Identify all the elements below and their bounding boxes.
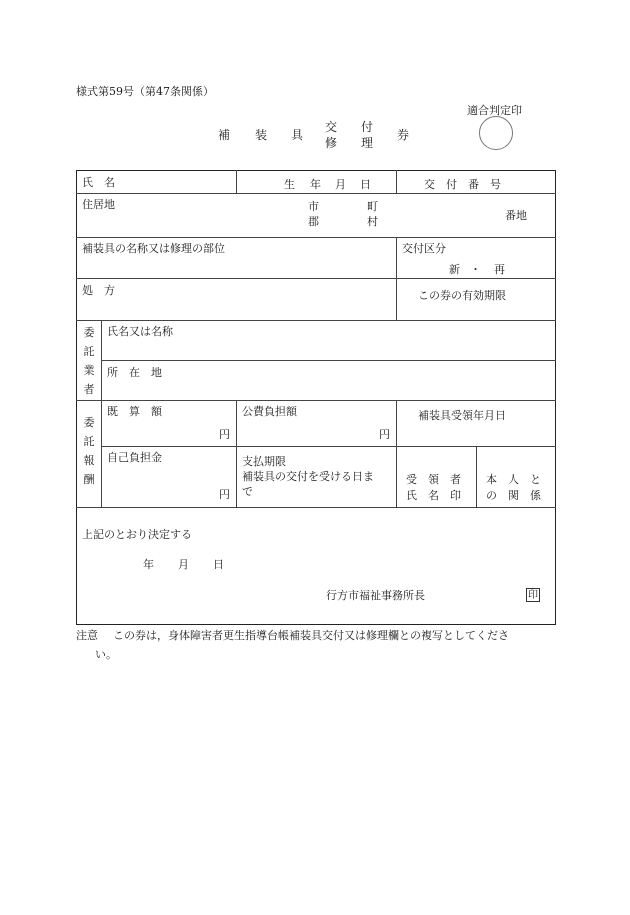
- official-seal: 印: [528, 590, 538, 601]
- col-divider: [236, 400, 237, 507]
- vertical-char: 酬: [83, 473, 95, 486]
- note-text: い。: [95, 648, 117, 661]
- birth-label: 月: [335, 178, 346, 191]
- vertical-char: 委: [83, 326, 95, 339]
- birth-label: 日: [360, 178, 371, 191]
- reward-vertical-label: [82, 417, 96, 493]
- contractor-name-label: 氏名又は名称: [107, 325, 173, 338]
- title-char: 具: [291, 128, 304, 142]
- contractor-vertical-label: [82, 327, 96, 403]
- vertical-char: 託: [83, 435, 95, 448]
- issue-number-label: 交 付 番 号: [424, 178, 501, 191]
- banchi-label: 番地: [505, 209, 527, 222]
- row-divider: [101, 360, 556, 361]
- county-label: 郡: [308, 215, 319, 228]
- row-divider: [76, 193, 556, 194]
- row-divider: [76, 278, 556, 279]
- title-char: 修: [325, 136, 338, 150]
- issue-type-dot: ・: [470, 263, 481, 276]
- note-label: 注意: [76, 629, 98, 642]
- title-char: 交: [325, 120, 338, 134]
- recipient-label: 受 領 者: [406, 473, 461, 486]
- receipt-date-label: 補装具受領年月日: [418, 409, 506, 422]
- payment-deadline-label: 支払期限: [242, 455, 286, 468]
- address-label: 住居地: [82, 198, 115, 211]
- vertical-char: 業: [83, 364, 95, 377]
- date-day: 日: [213, 558, 224, 571]
- vertical-char: 報: [83, 454, 95, 467]
- note-text: この券は，身体障害者更生指導台帳補装具交付又は修理欄との複写としてくださ: [113, 629, 509, 642]
- town-label: 町: [367, 200, 378, 213]
- vertical-char: 託: [83, 345, 95, 358]
- form-number: 様式第59号（第47条関係）: [76, 85, 214, 98]
- decision-text: 上記のとおり決定する: [82, 528, 192, 541]
- title-char: 理: [361, 136, 374, 150]
- col-divider: [236, 170, 237, 193]
- vertical-char: 委: [83, 416, 95, 429]
- col-divider: [396, 237, 397, 320]
- row-divider: [76, 507, 556, 508]
- payment-deadline-note: で: [242, 485, 253, 498]
- date-month: 月: [178, 558, 189, 571]
- city-label: 市: [308, 200, 319, 213]
- name-label: 氏 名: [82, 176, 115, 189]
- yen-unit: 円: [219, 488, 230, 501]
- title-char: 装: [255, 128, 268, 142]
- yen-unit: 円: [219, 428, 230, 441]
- stamp-label: 適合判定印: [467, 104, 522, 117]
- col-divider: [396, 170, 397, 193]
- title-char: 補: [218, 128, 231, 142]
- birth-label: 生: [284, 178, 295, 191]
- col-divider: [476, 446, 477, 507]
- village-label: 村: [367, 215, 378, 228]
- birth-label: 年: [310, 178, 321, 191]
- title-char: 券: [397, 128, 410, 142]
- prescription-label: 処 方: [82, 284, 115, 297]
- relation-label: 本 人 と: [486, 473, 541, 486]
- form-table: [76, 170, 556, 625]
- self-burden-label: 自己負担金: [107, 451, 162, 464]
- issue-type-new: 新: [449, 263, 460, 276]
- device-label: 補装具の名称又は修理の部位: [82, 242, 225, 255]
- vertical-char: 者: [83, 383, 95, 396]
- issue-type-label: 交付区分: [402, 242, 446, 255]
- validity-label: この券の有効期限: [418, 289, 506, 302]
- public-burden-label: 公費負担額: [242, 405, 297, 418]
- relation-label: の 関 係: [486, 489, 541, 502]
- row-divider: [76, 320, 556, 321]
- issue-type-re: 再: [494, 263, 505, 276]
- col-divider: [101, 320, 102, 507]
- yen-unit: 円: [379, 428, 390, 441]
- payment-deadline-note: 補装具の交付を受ける日ま: [242, 470, 374, 483]
- col-divider: [396, 400, 397, 507]
- row-divider: [101, 446, 556, 447]
- title-char: 付: [361, 120, 374, 134]
- approval-stamp-circle: [479, 116, 513, 150]
- row-divider: [76, 400, 556, 401]
- date-year: 年: [143, 558, 154, 571]
- office-name: 行方市福祉事務所長: [326, 589, 425, 602]
- recipient-label: 氏 名 印: [406, 489, 461, 502]
- contractor-address-label: 所 在 地: [107, 366, 162, 379]
- row-divider: [76, 237, 556, 238]
- settled-amount-label: 既 算 額: [107, 405, 162, 418]
